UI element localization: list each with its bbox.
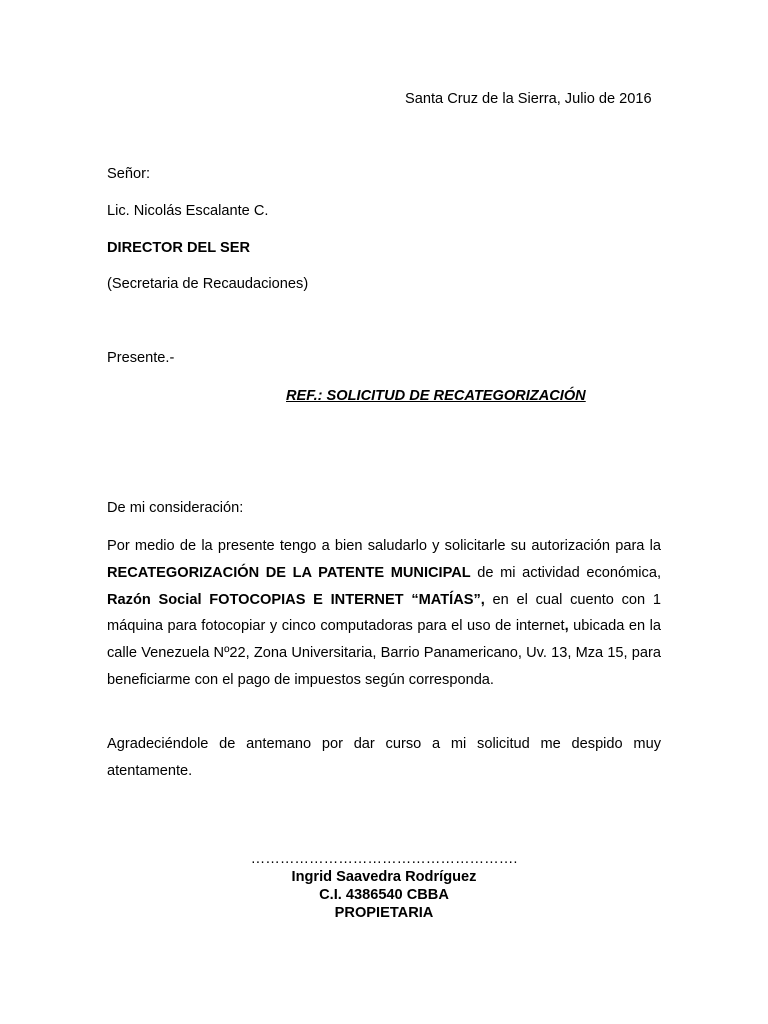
body-paragraph-2: Agradeciéndole de antemano por dar curso a mi solicitud me despido muy atentamente.	[107, 736, 661, 779]
reference-line: REF.: SOLICITUD DE RECATEGORIZACIÓN	[286, 388, 586, 404]
body-text: en el cual cuento con 1 máquina para fotocopiar y cinco computadoras para el uso de internet	[107, 591, 661, 635]
greeting: De mi consideración:	[107, 500, 244, 516]
business-name: Razón Social FOTOCOPIAS E INTERNET “MATÍAS”,	[107, 591, 485, 608]
body-emphasis: RECATEGORIZACIÓN DE LA PATENTE MUNICIPAL	[107, 564, 471, 581]
signer-role: PROPIETARIA	[334, 905, 434, 921]
recipient-department: (Secretaria de Recaudaciones)	[107, 276, 309, 292]
signature-line: ……………………………………………….	[250, 851, 518, 867]
signer-name: Ingrid Saavedra Rodríguez	[291, 869, 477, 885]
salutation: Señor:	[107, 166, 150, 182]
place-date: Santa Cruz de la Sierra, Julio de 2016	[405, 91, 652, 107]
body-text: de mi actividad económica,	[470, 564, 661, 581]
body-text: Por medio de la presente tengo a bien saludarlo y solicitarle su autorización para la	[107, 538, 661, 554]
body-text: ubicada en la calle Venezuela Nº22, Zona Universitaria, Barrio Panamericano, Uv. 13, Mza 15, para beneficiarme con el pago de impuestos según corresponda.	[107, 618, 661, 688]
body-paragraph-1	[107, 533, 661, 694]
signer-id: C.I. 4386540 CBBA	[319, 887, 449, 903]
recipient-title: DIRECTOR DEL SER	[107, 240, 250, 256]
presente-line: Presente.-	[107, 350, 175, 366]
body-comma: ,	[564, 618, 569, 635]
recipient-name: Lic. Nicolás Escalante C.	[107, 203, 269, 219]
